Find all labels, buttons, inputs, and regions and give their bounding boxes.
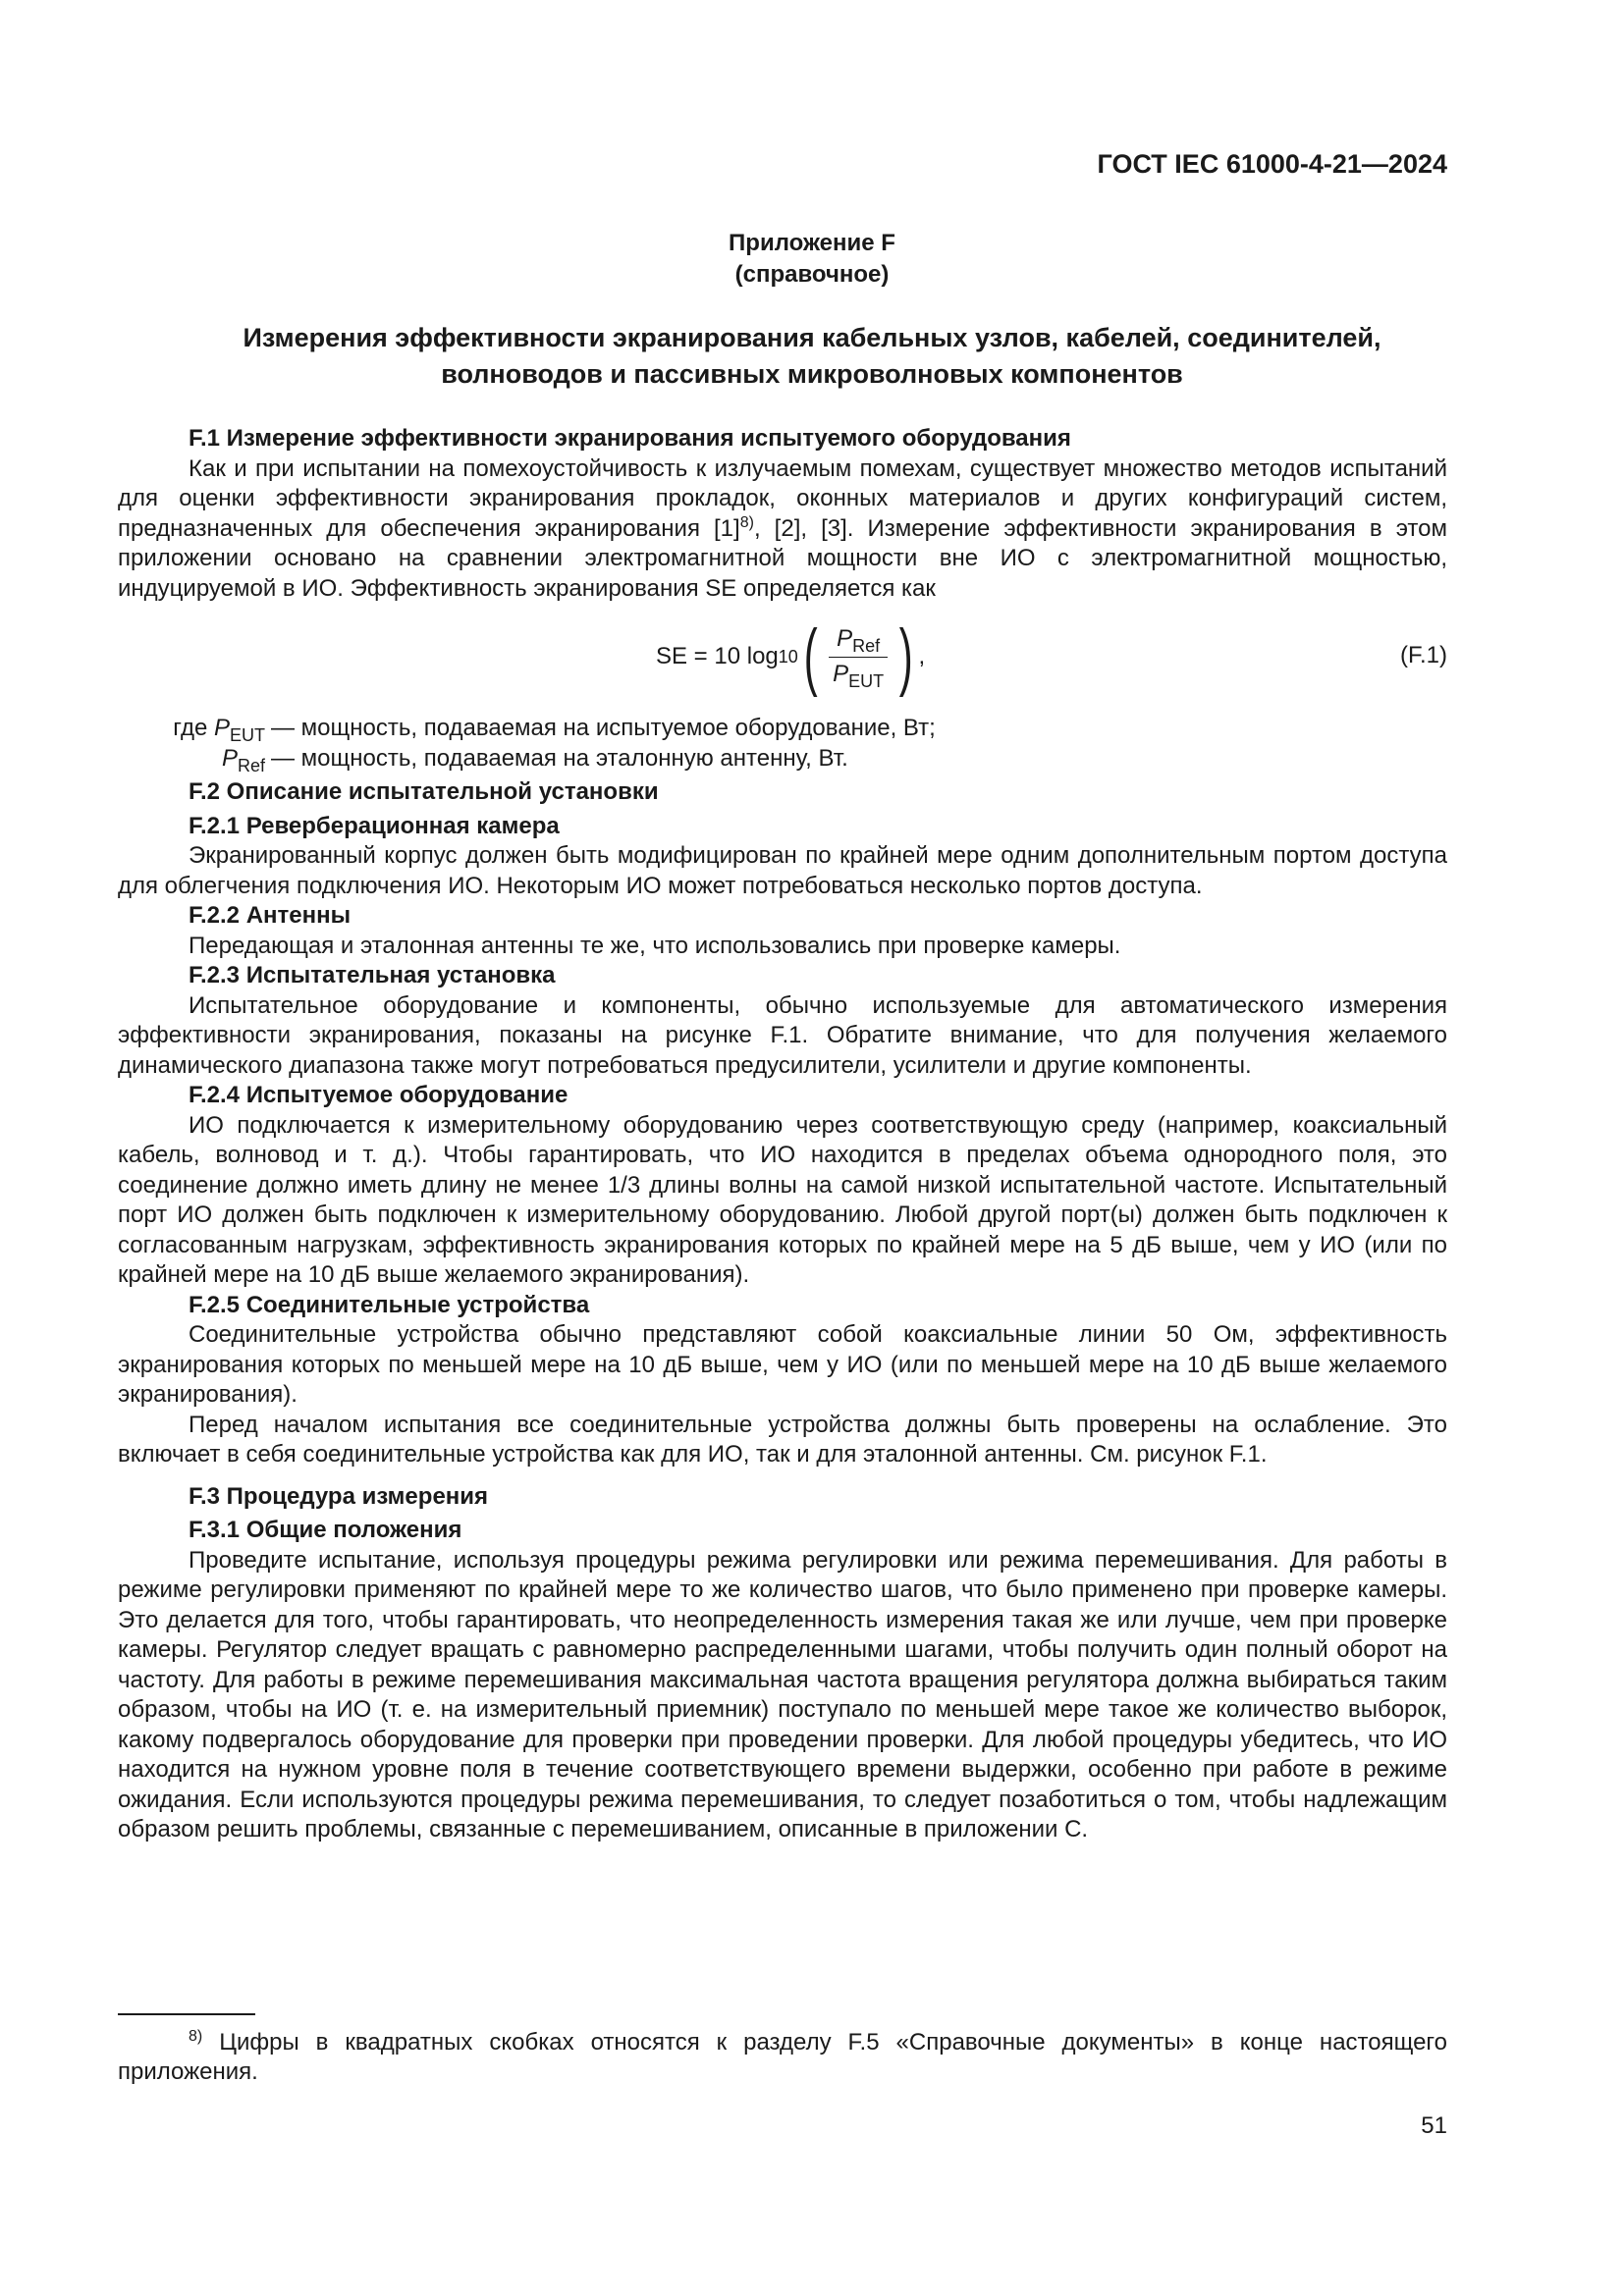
footnote-mark: 8) xyxy=(189,2028,203,2045)
left-paren: ( xyxy=(803,614,818,698)
paragraph-f2-2: Передающая и эталонная антенны те же, что использовались при проверке камеры. xyxy=(189,932,1121,959)
subsection-heading-f2-5: F.2.5 Соединительные устройства xyxy=(189,1291,590,1318)
formula-f1: SE = 10 log 10 ( $\frac{P_{Ref}}{P_{EUT}}$ ) , (F.1) xyxy=(656,614,1447,698)
document-body xyxy=(118,424,1447,1845)
formula-lhs: SE = 10 log xyxy=(656,642,779,669)
paragraph-f2-1: Экранированный корпус должен быть модифицирован по крайней мере одним дополнительным портом доступа для облегчения подключения ИО. Некоторым ИО может потребоваться несколько портов доступа. xyxy=(118,842,1447,899)
section-heading-f2: F.2 Описание испытательной установки xyxy=(189,778,659,805)
footnote-ref[interactable]: 8) xyxy=(739,513,754,531)
subsection-heading-f3-1: F.3.1 Общие положения xyxy=(189,1517,462,1543)
annex-title-line-2: волноводов и пассивных микроволновых компонентов xyxy=(441,359,1183,389)
paragraph-f2-5-a: Соединительные устройства обычно представляют собой коаксиальные линии 50 Ом, эффективность экранирования которых по меньшей мере на 10 дБ выше, чем у ИО (или по меньшей мере на 10 дБ выше желаемого экранирования). xyxy=(118,1321,1447,1408)
annex-title-line-1: Измерения эффективности экранирования кабельных узлов, кабелей, соединителей, xyxy=(243,323,1381,352)
annex-label: Приложение F xyxy=(729,230,895,256)
footnote-divider xyxy=(118,2013,255,2015)
annex-kind: (справочное) xyxy=(734,261,890,288)
paragraph-f2-4: ИО подключается к измерительному оборудованию через соответствующую среду (например, коаксиальный кабель, волновод и т. д.). Чтобы гарантировать, что ИО находится в пределах объема однородного поля, это соединение должно иметь длину не менее 1/3 длины волны на самой низкой испытательной частоте. Испытательный порт ИО должен быть подключен к измерительному оборудованию. Любой другой порт(ы) должен быть подключен к согласованным нагрузкам, эффективность экранирования которых по крайней мере на 5 дБ выше, чем у ИО (или по крайней мере на 10 дБ выше желаемого экранирования). xyxy=(118,1111,1447,1288)
where-item-eut: где $P_{EUT}$ — мощность, подаваемая на испытуемое оборудование, Вт; xyxy=(173,715,936,745)
running-header: ГОСТ IEC 61000-4-21—2024 xyxy=(1097,149,1447,179)
annex-heading xyxy=(118,228,1506,291)
subsection-heading-f2-2: F.2.2 Антенны xyxy=(189,902,352,929)
where-item-ref: $P_{Ref}$ — мощность, подаваемая на эталонную антенну, Вт. xyxy=(221,744,848,775)
annex-title xyxy=(118,320,1506,393)
footnote-text: Цифры в квадратных скобках относятся к разделу F.5 «Справочные документы» в конце настоящего приложения. xyxy=(118,2029,1447,2085)
paragraph-f1: Как и при испытании на помехоустойчивость к излучаемым помехам, существует множество методов испытаний для оценки эффективности экранирования прокладок, оконных материалов и других конфигураций систем, предназначенных для обеспечения экранирования $[1]^{8)}$, [2], [3]. Измерение эффективности экранирования в этом приложении основано на сравнении электромагнитной мощности вне ИО с электромагнитной мощностью, индуцируемой в ИО. Эффективность экранирования SE определяется как xyxy=(118,454,1447,602)
subsection-heading-f2-4: F.2.4 Испытуемое оборудование xyxy=(189,1082,568,1108)
section-heading-f1: F.1 Измерение эффективности экранирования испытуемого оборудования xyxy=(189,425,1071,452)
paragraph-f2-5-b: Перед началом испытания все соединительные устройства должны быть проверены на ослабление. Это включает в себя соединительные устройства как для ИО, так и для эталонной антенны. См. рисунок F.1. xyxy=(118,1411,1447,1468)
formula-fraction: $\frac{P_{Ref}}{P_{EUT}}$ xyxy=(825,624,892,689)
subsection-heading-f2-1: F.2.1 Реверберационная камера xyxy=(189,812,560,839)
paragraph-f3-1: Проведите испытание, используя процедуры режима регулировки или режима перемешивания. Для работы в режиме регулировки применяют по крайней мере то же количество шагов, что было применено при проверке камеры. Это делается для того, чтобы гарантировать, что неопределенность измерения такая же или лучше, чем при проверке камеры. Регулятор следует вращать с равномерно распределенными шагами, чтобы получить один полный оборот на частоту. Для работы в режиме перемешивания максимальная частота вращения регулятора должна выбираться таким образом, чтобы на ИО (т. е. на измерительный приемник) поступало по меньшей мере такое же количество выборок, какому подвергалось оборудование для проверки при проведении проверки. Для любой процедуры убедитесь, что ИО находится на нужном уровне поля в течение соответствующего времени выдержки, особенно при работе в режиме ожидания. Если используются процедуры режима перемешивания, то следует позаботиться о том, чтобы надлежащим образом решить проблемы, связанные с перемешиванием, описанные в приложении С. xyxy=(118,1546,1447,1842)
equation-number: (F.1) xyxy=(1400,642,1447,668)
page-number: 51 xyxy=(1421,2112,1447,2139)
paragraph-f2-3: Испытательное оборудование и компоненты, обычно используемые для автоматического измерения эффективности экранирования, показаны на рисунке F.1. Обратите внимание, что для получения желаемого динамического диапазона также могут потребоваться предусилители, усилители и другие компоненты. xyxy=(118,991,1447,1079)
footnote xyxy=(118,2028,1447,2087)
section-heading-f3: F.3 Процедура измерения xyxy=(189,1482,489,1510)
subsection-heading-f2-3: F.2.3 Испытательная установка xyxy=(189,962,556,988)
right-paren: ) xyxy=(898,614,913,698)
